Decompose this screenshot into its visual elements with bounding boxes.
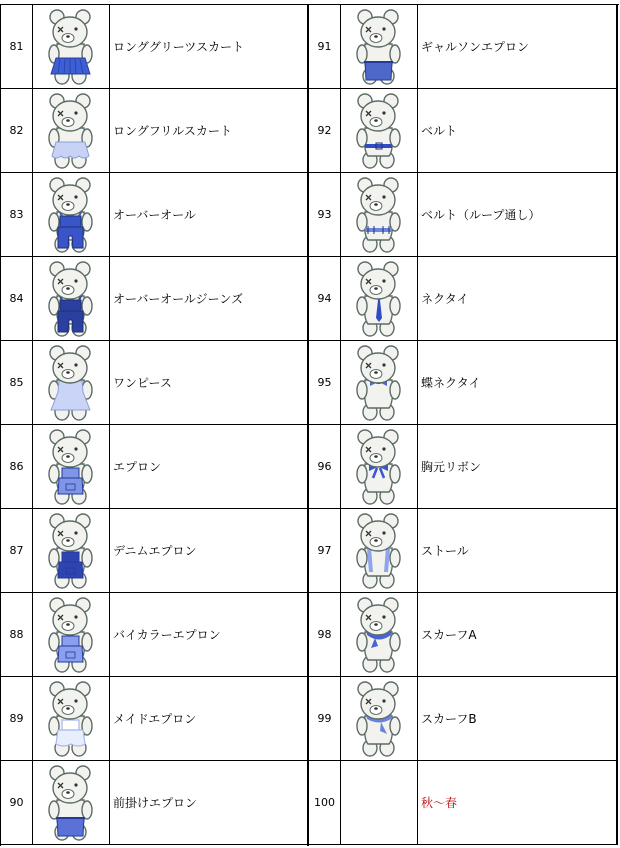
bear-one-piece-dress-icon: [43, 344, 99, 422]
table-row: [1, 89, 308, 173]
season-note: 秋〜春: [421, 796, 458, 810]
table-row: [1, 425, 308, 509]
table-row: [309, 5, 618, 89]
column-divider: [307, 5, 309, 846]
item-name: メイドエプロン: [113, 712, 197, 726]
item-image-cell: [33, 425, 110, 508]
item-number: 95: [309, 341, 341, 424]
bear-waist-apron-icon: [43, 764, 99, 842]
item-image-cell: [33, 761, 110, 844]
table-row: [1, 677, 308, 761]
item-number: 92: [309, 89, 341, 172]
table-row: [1, 341, 308, 425]
item-number: 83: [1, 173, 33, 256]
bear-bicolor-apron-icon: [43, 596, 99, 674]
table-row: [1, 761, 308, 845]
item-name: バイカラーエプロン: [113, 628, 221, 642]
item-name: ストール: [421, 544, 469, 558]
item-name: ロンググリーツスカート: [113, 40, 245, 54]
item-name: 前掛けエプロン: [113, 796, 198, 810]
item-table: [0, 4, 619, 846]
item-number: 89: [1, 677, 33, 760]
bear-denim-apron-icon: [43, 512, 99, 590]
bear-belt-loops-icon: [351, 176, 407, 254]
table-row: [309, 257, 618, 341]
table-row: [309, 761, 618, 845]
item-number: 82: [1, 89, 33, 172]
empty-image: [351, 764, 407, 842]
item-image-cell: [341, 593, 418, 676]
table-right-half: [309, 5, 616, 846]
item-image-cell: [33, 5, 110, 88]
table-row: [1, 5, 308, 89]
item-number: 88: [1, 593, 33, 676]
item-name: ベルト（ループ通し）: [421, 208, 541, 222]
item-number: 99: [309, 677, 341, 760]
item-name: ロングフリルスカート: [113, 124, 232, 138]
table-row: [309, 89, 618, 173]
item-number: 94: [309, 257, 341, 340]
item-name: スカーフB: [421, 712, 477, 726]
table-row: [309, 425, 618, 509]
item-name: 蝶ネクタイ: [421, 376, 481, 390]
item-number: 85: [1, 341, 33, 424]
item-number: 93: [309, 173, 341, 256]
item-number: 87: [1, 509, 33, 592]
bear-overall-jeans-icon: [43, 260, 99, 338]
item-name: ベルト: [421, 124, 458, 138]
bear-long-frill-skirt-icon: [43, 92, 99, 170]
bear-chest-ribbon-icon: [351, 428, 407, 506]
table-row: [1, 509, 308, 593]
item-image-cell: [341, 5, 418, 88]
item-number: 84: [1, 257, 33, 340]
table-row: [309, 173, 618, 257]
item-image-cell: [341, 677, 418, 760]
bear-stole-icon: [351, 512, 407, 590]
item-image-cell: [33, 509, 110, 592]
item-image-cell: [33, 173, 110, 256]
item-image-cell: [341, 425, 418, 508]
item-image-cell: [341, 341, 418, 424]
table-row: [1, 173, 308, 257]
item-name: オーバーオール: [113, 208, 196, 222]
item-image-cell: [33, 257, 110, 340]
item-number: 100: [309, 761, 341, 844]
item-image-cell: [341, 509, 418, 592]
bear-garcon-apron-icon: [351, 8, 407, 86]
item-number: 98: [309, 593, 341, 676]
bear-scarf-b-icon: [351, 680, 407, 758]
item-number: 86: [1, 425, 33, 508]
item-name: ネクタイ: [421, 292, 469, 306]
bear-belt-icon: [351, 92, 407, 170]
item-image-cell: [341, 89, 418, 172]
bear-overalls-icon: [43, 176, 99, 254]
item-image-cell: [33, 593, 110, 676]
table-left-half: [1, 5, 308, 846]
item-name: ギャルソンエプロン: [421, 40, 530, 54]
bear-apron-icon: [43, 428, 99, 506]
item-number: 97: [309, 509, 341, 592]
item-image-cell: [341, 761, 418, 844]
item-image-cell: [33, 89, 110, 172]
item-name: 胸元リボン: [421, 460, 482, 474]
item-number: 81: [1, 5, 33, 88]
item-image-cell: [341, 257, 418, 340]
item-image-cell: [33, 677, 110, 760]
item-name: スカーフA: [421, 628, 477, 642]
bear-scarf-a-icon: [351, 596, 407, 674]
item-name: デニムエプロン: [113, 544, 197, 558]
item-number: 91: [309, 5, 341, 88]
bear-long-pleated-skirt-icon: [43, 8, 99, 86]
table-row: [309, 677, 618, 761]
item-image-cell: [341, 173, 418, 256]
item-image-cell: [33, 341, 110, 424]
bear-necktie-icon: [351, 260, 407, 338]
table-row: [309, 341, 618, 425]
item-name: ワンピース: [113, 376, 172, 390]
table-row: [309, 593, 618, 677]
table-row: [1, 257, 308, 341]
item-name: オーバーオールジーンズ: [113, 292, 244, 306]
table-row: [1, 593, 308, 677]
table-row: [309, 509, 618, 593]
bear-bow-tie-icon: [351, 344, 407, 422]
item-number: 90: [1, 761, 33, 844]
item-number: 96: [309, 425, 341, 508]
bear-maid-apron-icon: [43, 680, 99, 758]
item-name: エプロン: [113, 460, 162, 474]
